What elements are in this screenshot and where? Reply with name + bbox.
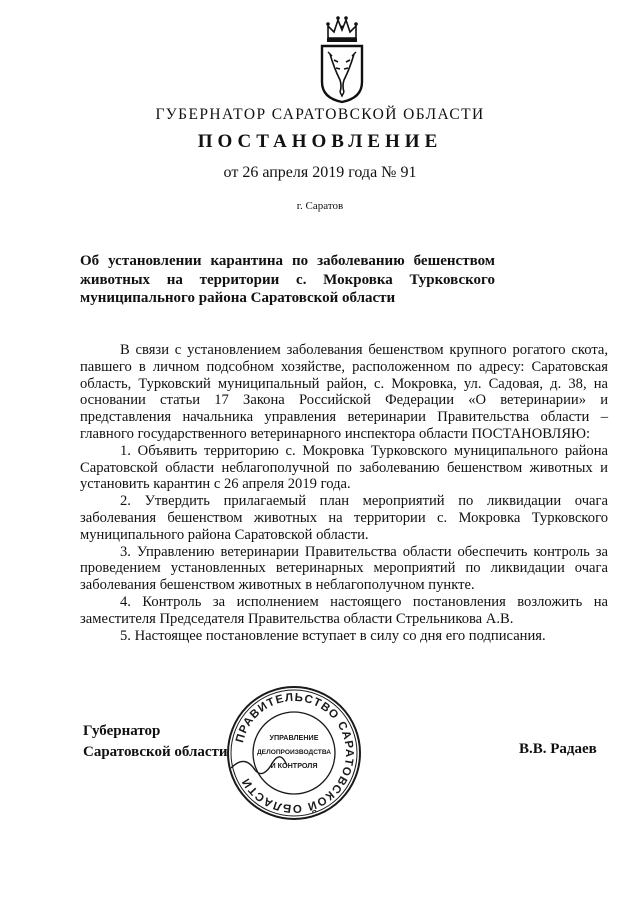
signatory-position-line1: Губернатор (83, 723, 161, 739)
round-seal-icon (225, 684, 363, 822)
order-item-5: 5. Настоящее постановление вступает в силу со дня его подписания. (120, 627, 546, 644)
stamp-line1: УПРАВЛЕНИЕ (269, 733, 319, 742)
issuing-authority: ГУБЕРНАТОР САРАТОВСКОЙ ОБЛАСТИ (155, 106, 485, 123)
signatory-position-line2: Саратовской области (83, 744, 228, 760)
stamp-line2: ДЕЛОПРОИЗВОДСТВА (256, 749, 332, 756)
saratov-coat-of-arms-icon (318, 12, 366, 104)
order-item-1: 1. Объявить территорию с. Мокровка Турковского муниципального района Саратовской области неблагополучной по заболеванию бешенством животных и установить карантин с 26 апреля 2019 года. (80, 442, 608, 493)
order-item-2: 2. Утвердить прилагаемый план мероприятий по ликвидации очага заболевания бешенством животных на территории с. Мокровка Турковского муниципального района Саратовской области. (80, 493, 608, 543)
order-item-3: 3. Управлению ветеринарии Правительства области обеспечить контроль за проведением установленных ветеринарных мероприятий по ликвидации очага заболевания бешенством животных в неблагополучном пункте. (80, 543, 608, 594)
stamp-line3: И КОНТРОЛЯ (270, 761, 318, 770)
official-stamp (225, 684, 363, 822)
document-city: г. Саратов (296, 200, 344, 212)
stamp-ring-text: ПРАВИТЕЛЬСТВО САРАТОВСКОЙ ОБЛАСТИ (234, 691, 356, 815)
signatory-position (83, 721, 228, 763)
order-item-4: 4. Контроль за исполнением настоящего постановления возложить на заместителя Председателя Правительства области Стрельникова А.В. (80, 593, 608, 627)
document-date-number: от 26 апреля 2019 года № 91 (223, 164, 417, 181)
document-type-title: ПОСТАНОВЛЕНИЕ (197, 131, 443, 152)
document-subject: Об установлении карантина по заболеванию бешенством животных на территории с. Мокровка Турковского муниципального района Саратовской области (80, 253, 495, 306)
coat-of-arms-emblem (318, 12, 366, 104)
signatory-name: В.В. Радаев (519, 741, 597, 757)
document-body (80, 342, 608, 644)
preamble-paragraph: В связи с установлением заболевания бешенством крупного рогатого скота, павшего в личном подсобном хозяйстве, расположенном по адресу: Саратовская область, Турковский муниципальный район, с. Мокровка, ул. Садовая, д. 38, на основании статьи 17 Закона Российской Федерации «О ветеринарии» и представления начальника управления ветеринарии Правительства области – главного государственного ветеринарного инспектора области ПОСТАНОВЛЯЮ: (80, 342, 608, 442)
